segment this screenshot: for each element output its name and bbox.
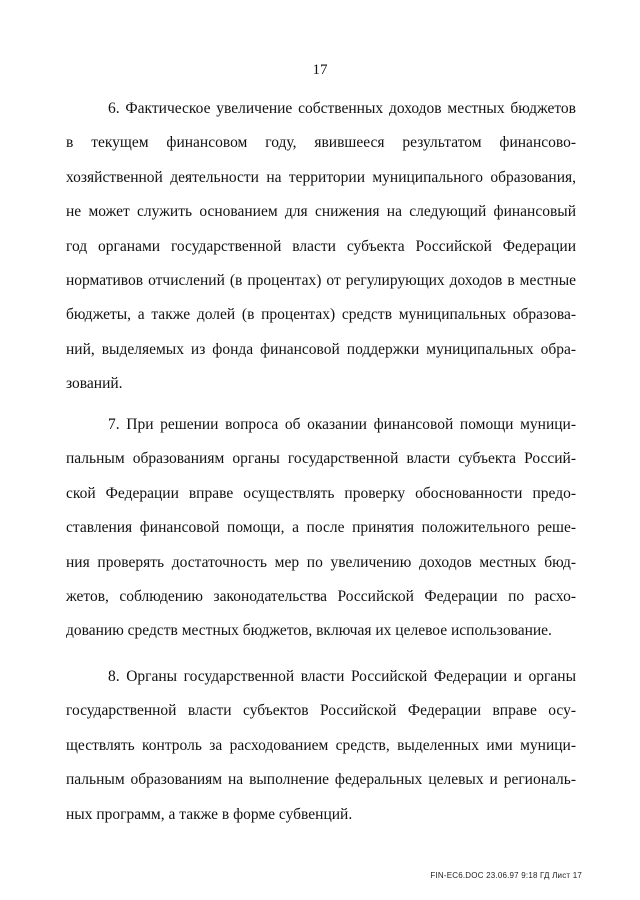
- document-footer: FIN-EC6.DOC 23.06.97 9:18 ГД Лист 17: [430, 871, 582, 880]
- text-line: ставления финансовой помощи, а после принятия положительного реше-: [66, 519, 576, 537]
- text-line: дованию средств местных бюджетов, включая их целевое использование.: [66, 622, 552, 640]
- text-line: жетов, соблюдению законодательства Российской Федерации по расхо-: [66, 588, 576, 606]
- text-line: не может служить основанием для снижения на следующий финансовый: [66, 203, 576, 221]
- text-line: год органами государственной власти субъекта Российской Федерации: [66, 237, 576, 255]
- page-number: 17: [312, 62, 328, 78]
- text-line: ской Федерации вправе осуществлять проверку обоснованности предо-: [66, 484, 576, 502]
- text-line: хозяйственной деятельности на территории муниципального образования,: [66, 168, 576, 186]
- text-line: ний, выделяемых из фонда финансовой поддержки муниципальных обра-: [66, 340, 576, 358]
- paragraph-6: [66, 92, 576, 402]
- text-line: пальным образованиям органы государственной власти субъекта Россий-: [66, 450, 576, 468]
- text-line: в текущем финансовом году, явившееся результатом финансово-: [66, 134, 576, 152]
- text-line: ществлять контроль за расходованием средств, выделенных ими муници-: [66, 736, 576, 754]
- text-line: 6. Фактическое увеличение собственных доходов местных бюджетов: [108, 100, 576, 117]
- text-line: ния проверять достаточность мер по увеличению доходов местных бюд-: [66, 553, 576, 571]
- text-line: 8. Органы государственной власти Российской Федерации и органы: [108, 668, 576, 685]
- text-line: государственной власти субъектов Российской Федерации вправе осу-: [66, 702, 576, 720]
- text-line: 7. При решении вопроса об оказании финансовой помощи муници-: [108, 416, 576, 433]
- paragraph-8: [66, 660, 576, 832]
- paragraph-7: [66, 408, 576, 649]
- text-line: зований.: [66, 375, 123, 393]
- text-line: ных программ, а также в форме субвенций.: [66, 805, 353, 823]
- text-line: пальным образованиям на выполнение федеральных целевых и региональ-: [66, 771, 576, 789]
- text-line: бюджеты, а также долей (в процентах) средств муниципальных образова-: [66, 306, 576, 324]
- text-line: нормативов отчислений (в процентах) от регулирующих доходов в местные: [66, 272, 576, 290]
